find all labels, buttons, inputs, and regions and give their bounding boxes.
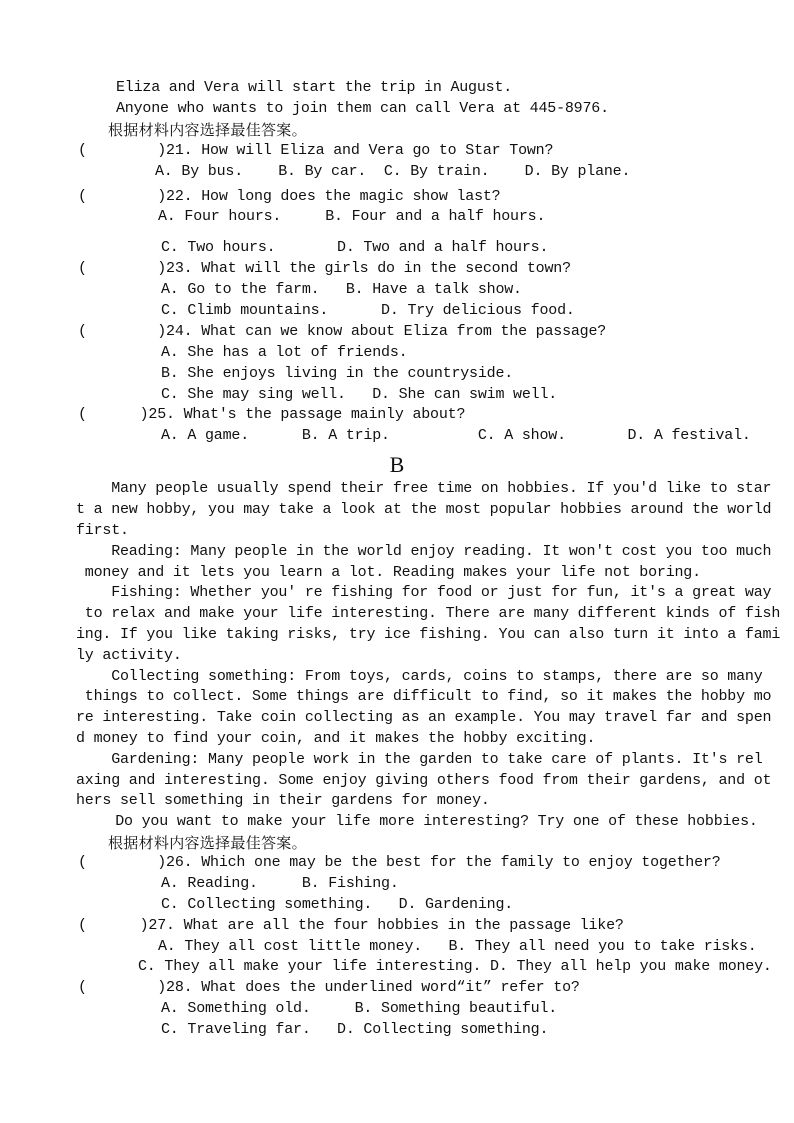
passage-b-line: Many people usually spend their free time on hobbies. If you'd like to star bbox=[76, 480, 772, 497]
passage-b-line: hers sell something in their gardens for money. bbox=[76, 792, 490, 809]
question-stem-27: ( )27. What are all the four hobbies in the passage like? bbox=[78, 917, 624, 934]
question-options-24: C. She may sing well. D. She can swim well. bbox=[161, 386, 558, 403]
passage-b-line: Collecting something: From toys, cards, coins to stamps, there are so many bbox=[76, 668, 763, 685]
question-options-27: A. They all cost little money. B. They all need you to take risks. bbox=[158, 938, 757, 955]
question-options-27: C. They all make your life interesting. D. They all help you make money. bbox=[138, 958, 772, 975]
passage-b-line: re interesting. Take coin collecting as an example. You may travel far and spen bbox=[76, 709, 772, 726]
section-b-title: B bbox=[389, 452, 405, 477]
question-options-26: A. Reading. B. Fishing. bbox=[161, 875, 399, 892]
question-stem-24: ( )24. What can we know about Eliza from the passage? bbox=[78, 323, 607, 340]
passage-b-line: axing and interesting. Some enjoy giving others food from their gardens, and ot bbox=[76, 772, 772, 789]
question-stem-25: ( )25. What's the passage mainly about? bbox=[78, 406, 466, 423]
question-options-28: C. Traveling far. D. Collecting something. bbox=[161, 1021, 549, 1038]
passage-b-line: to relax and make your life interesting. There are many different kinds of fish bbox=[76, 605, 781, 622]
question-stem-23: ( )23. What will the girls do in the second town? bbox=[78, 260, 571, 277]
question-options-22: C. Two hours. D. Two and a half hours. bbox=[161, 239, 549, 256]
question-options-24: B. She enjoys living in the countryside. bbox=[161, 365, 514, 382]
instruction-a: 根据材料内容选择最佳答案。 bbox=[108, 121, 307, 139]
question-stem-22: ( )22. How long does the magic show last? bbox=[78, 188, 501, 205]
passage-b-line: t a new hobby, you may take a look at the most popular hobbies around the world bbox=[76, 501, 772, 518]
passage-b-line: first. bbox=[76, 522, 129, 539]
instruction-b: 根据材料内容选择最佳答案。 bbox=[108, 834, 307, 852]
question-options-25: A. A game. B. A trip. C. A show. D. A festival. bbox=[161, 427, 751, 444]
question-stem-21: ( )21. How will Eliza and Vera go to Star Town? bbox=[78, 142, 554, 159]
question-options-26: C. Collecting something. D. Gardening. bbox=[161, 896, 514, 913]
passage-b-line: ing. If you like taking risks, try ice fishing. You can also turn it into a fami bbox=[76, 626, 781, 643]
question-options-22: A. Four hours. B. Four and a half hours. bbox=[158, 208, 546, 225]
passage-b-line: money and it lets you learn a lot. Reading makes your life not boring. bbox=[76, 564, 701, 581]
passage-b-line: d money to find your coin, and it makes the hobby exciting. bbox=[76, 730, 596, 747]
passage-b-line: Reading: Many people in the world enjoy reading. It won't cost you too much bbox=[76, 543, 772, 560]
question-stem-26: ( )26. Which one may be the best for the family to enjoy together? bbox=[78, 854, 721, 871]
question-stem-28: ( )28. What does the underlined word“it” refer to? bbox=[78, 979, 580, 996]
passage-b-line: ly activity. bbox=[76, 647, 182, 664]
passage-a-line: Eliza and Vera will start the trip in August. bbox=[116, 79, 513, 96]
question-options-28: A. Something old. B. Something beautiful. bbox=[161, 1000, 558, 1017]
passage-b-line: things to collect. Some things are difficult to find, so it makes the hobby mo bbox=[76, 688, 772, 705]
passage-b-line: Fishing: Whether you' re fishing for food or just for fun, it's a great way bbox=[76, 584, 772, 601]
question-options-21: A. By bus. B. By car. C. By train. D. By plane. bbox=[155, 163, 631, 180]
passage-b-line: Do you want to make your life more interesting? Try one of these hobbies. bbox=[80, 813, 758, 830]
question-options-24: A. She has a lot of friends. bbox=[161, 344, 408, 361]
passage-a-line: Anyone who wants to join them can call Vera at 445-8976. bbox=[116, 100, 609, 117]
passage-b-line: Gardening: Many people work in the garden to take care of plants. It's rel bbox=[76, 751, 763, 768]
question-options-23: A. Go to the farm. B. Have a talk show. bbox=[161, 281, 522, 298]
question-options-23: C. Climb mountains. D. Try delicious food. bbox=[161, 302, 575, 319]
